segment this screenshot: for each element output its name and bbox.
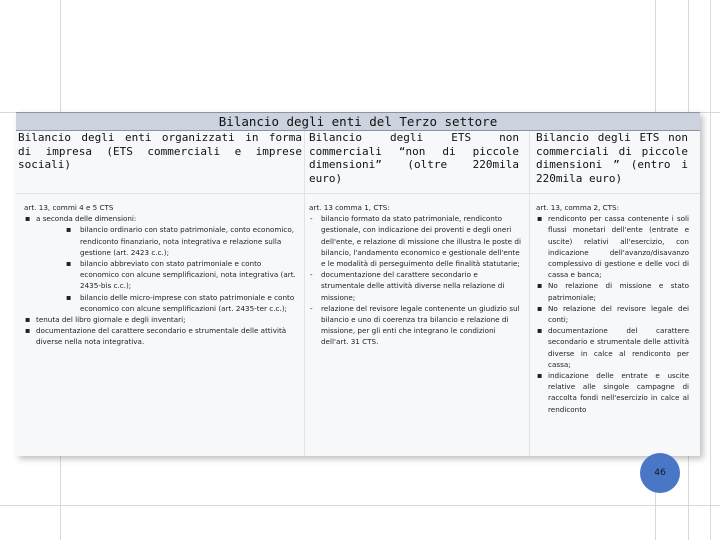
col1-intro: art. 13, commi 4 e 5 CTS bbox=[24, 203, 114, 212]
list-item: ▪ indicazione delle entrate e uscite relative alle singole campagne di raccolta fondi nell'esercizio in calce al rendiconto bbox=[536, 370, 689, 415]
col3-intro: art. 13, comma 2, CTS: bbox=[536, 203, 620, 212]
column-divider bbox=[529, 131, 530, 456]
list-item: - bilancio formato da stato patrimoniale, rendiconto gestionale, con indicazione dei proventi e degli oneri dell'ente, e relazione di missione che illustra le poste di bilancio, l'andamento economico e gestionale dell'ente e le modalità di perseguimento delle finalità statutarie; bbox=[309, 213, 521, 269]
guide-line bbox=[710, 0, 711, 540]
list-item: ▪ a seconda delle dimensioni: bbox=[24, 213, 298, 224]
column-header-ets-grandi: Bilancio degli ETS non commerciali “non di piccole dimensioni” (oltre 220mila euro) bbox=[309, 131, 519, 185]
table-title: Bilancio degli enti del Terzo settore bbox=[16, 112, 700, 131]
list-item: ▪ No relazione di missione e stato patrimoniale; bbox=[536, 280, 689, 302]
comparison-table bbox=[16, 112, 700, 456]
list-item: - relazione del revisore legale contenente un giudizio sul bilancio e uno di coerenza tra bilancio e relazione di missione, per gli enti che integrano le condizioni dell'art. 31 CTS. bbox=[309, 303, 521, 348]
list-item: ▪ bilancio ordinario con stato patrimoniale, conto economico, rendiconto finanziario, nota integrativa e relazione sulla gestione (art. 2423 c.c.); bbox=[24, 224, 298, 258]
list-item: - documentazione del carattere secondario e strumentale delle attività diverse nella relazione di missione; bbox=[309, 269, 521, 303]
column-divider bbox=[304, 131, 305, 456]
guide-line bbox=[0, 505, 720, 506]
list-item: ▪ documentazione del carattere secondario e strumentale delle attività diverse in calce al rendiconto per cassa; bbox=[536, 325, 689, 370]
column-1-body bbox=[24, 202, 298, 348]
list-item: ▪ documentazione del carattere secondario e strumentale delle attività diverse nella nota integrativa. bbox=[24, 325, 298, 347]
list-item: ▪ tenuta del libro giornale e degli inventari; bbox=[24, 314, 298, 325]
list-item: ▪ bilancio delle micro-imprese con stato patrimoniale e conto economico con alcune semplificazioni (art. 2435-ter c.c.); bbox=[24, 292, 298, 314]
page-number-badge: 46 bbox=[640, 453, 680, 493]
column-2-body bbox=[309, 202, 521, 348]
column-3-body bbox=[536, 202, 689, 415]
list-item: ▪ No relazione del revisore legale dei conti; bbox=[536, 303, 689, 325]
column-header-imprese: Bilancio degli enti organizzati in forma di impresa (ETS commerciali e imprese sociali) bbox=[18, 131, 302, 171]
list-item: ▪ bilancio abbreviato con stato patrimoniale e conto economico con alcune semplificazioni, nota integrativa (art. 2435-bis c.c.); bbox=[24, 258, 298, 292]
row-divider bbox=[16, 193, 700, 194]
column-header-ets-piccoli: Bilancio degli ETS non commerciali di piccole dimensioni ” (entro i 220mila euro) bbox=[536, 131, 688, 185]
list-item: ▪ rendiconto per cassa contenente i soli flussi monetari dell'ente (entrate e uscite) relativi all'esercizio, con indicazione dell'avanzo/disavanzo complessivo di gestione e delle voci di cassa e banca; bbox=[536, 213, 689, 280]
col2-intro: art. 13 comma 1, CTS: bbox=[309, 203, 390, 212]
